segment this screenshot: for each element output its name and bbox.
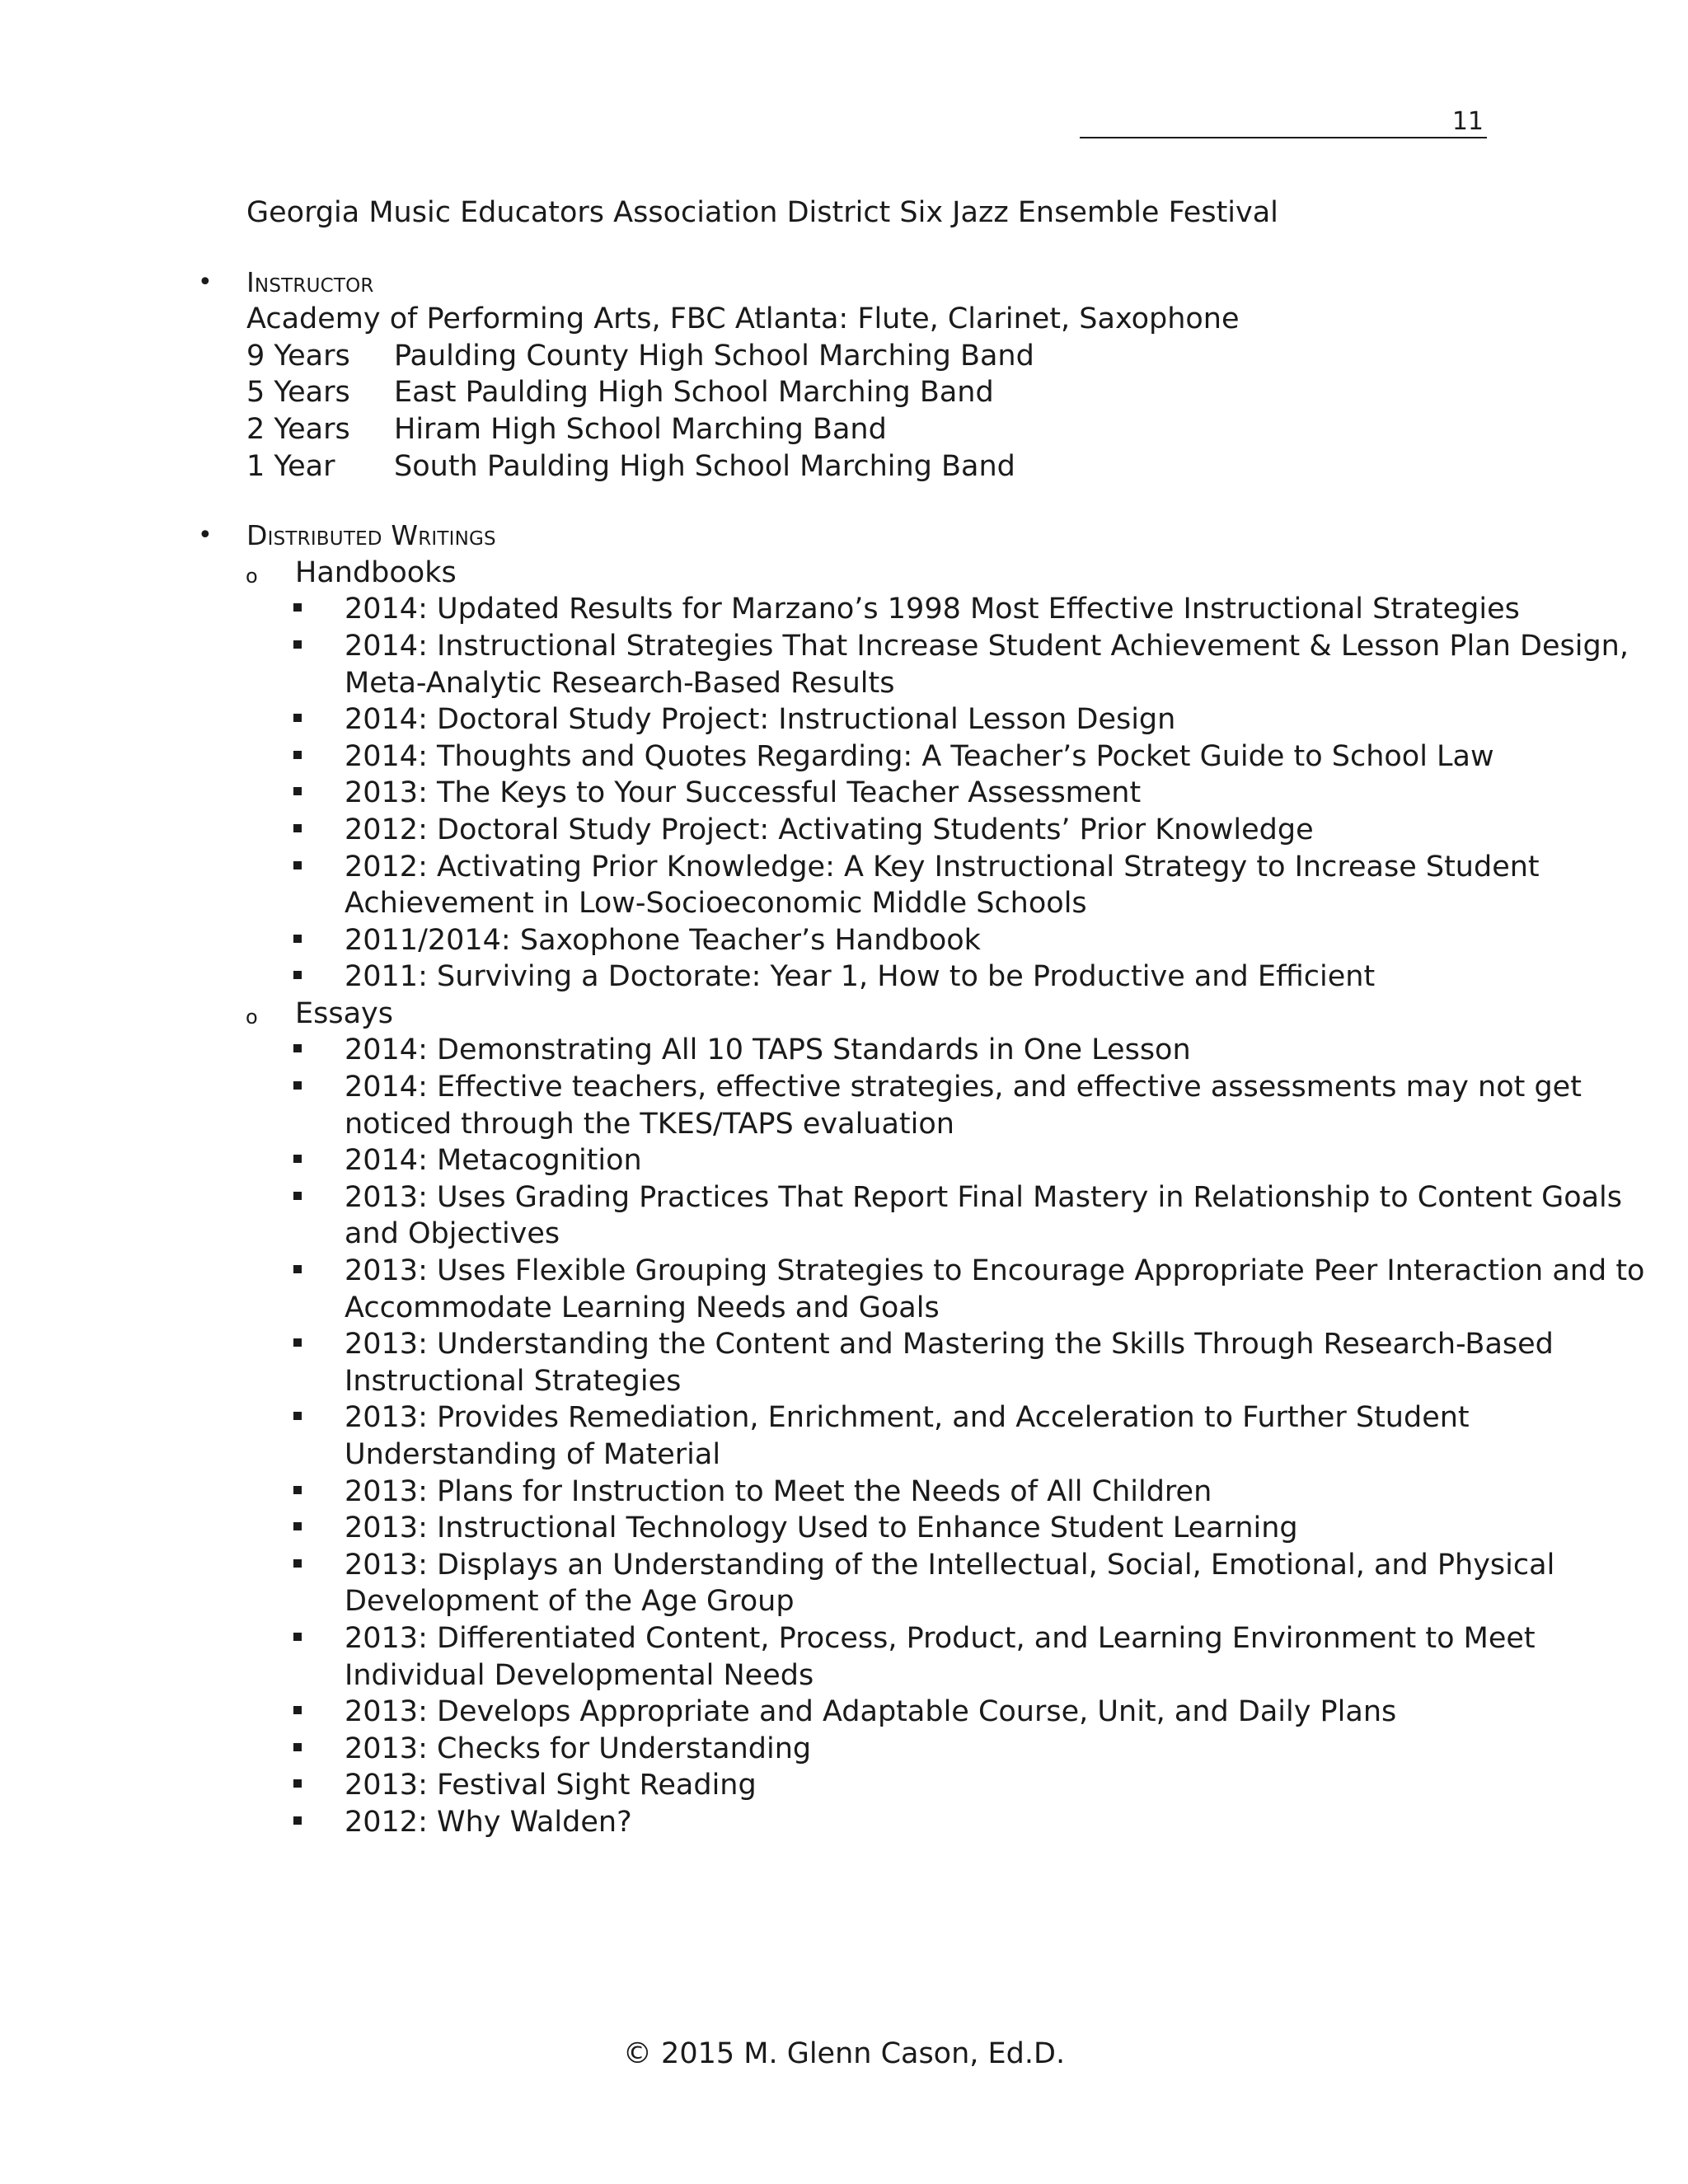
writing-item-text: Meta-Analytic Research-Based Results [345, 666, 895, 700]
writing-item [0, 1399, 1688, 1473]
writing-item [0, 1510, 1688, 1547]
circle-bullet: o [246, 1005, 258, 1029]
square-bullet [293, 861, 302, 869]
square-bullet [293, 1743, 302, 1751]
writing-item-text: Development of the Age Group [345, 1585, 795, 1619]
square-bullet [293, 1486, 302, 1494]
writings-section [0, 518, 1688, 1840]
writing-item-text: 2013: Festival Sight Reading [345, 1769, 757, 1802]
square-bullet [293, 1779, 302, 1788]
writing-item [0, 628, 1688, 701]
square-bullet [293, 751, 302, 759]
header-rule [1080, 137, 1487, 138]
square-bullet [293, 787, 302, 795]
essays-list [0, 1032, 1688, 1840]
writing-item-text: 2013: Uses Grading Practices That Report Final Mastery in Relationship to Content Goals [345, 1180, 1623, 1214]
intro-text: Georgia Music Educators Association District Six Jazz Ensemble Festival [246, 196, 1278, 229]
writing-item [0, 1731, 1688, 1768]
writing-item [0, 1547, 1688, 1620]
writing-item-text: Achievement in Low-Socioeconomic Middle Schools [345, 887, 1087, 921]
writing-item-text: 2013: Provides Remediation, Enrichment, and Acceleration to Further Student [345, 1401, 1470, 1435]
instructor-years: 1 Year [246, 449, 335, 483]
instructor-place: Paulding County High School Marching Band [394, 339, 1034, 373]
writing-item-text: Instructional Strategies [345, 1364, 682, 1398]
writing-item-text: 2012: Doctoral Study Project: Activating Students’ Prior Knowledge [345, 813, 1314, 846]
instructor-entry [0, 448, 1688, 485]
writing-item [0, 958, 1688, 996]
instructor-place: South Paulding High School Marching Band [394, 449, 1015, 483]
square-bullet [293, 1816, 302, 1825]
writing-item-text: 2014: Metacognition [345, 1144, 642, 1178]
writing-item-text: 2012: Activating Prior Knowledge: A Key Instructional Strategy to Increase Student [345, 850, 1540, 883]
writing-item-text: 2011/2014: Saxophone Teacher’s Handbook [345, 923, 981, 957]
square-bullet [293, 1081, 302, 1090]
square-bullet [293, 1338, 302, 1347]
square-bullet [293, 1559, 302, 1568]
bullet-dot: • [198, 521, 213, 551]
square-bullet [293, 1265, 302, 1273]
writing-item-text: 2014: Doctoral Study Project: Instructional Lesson Design [345, 703, 1176, 737]
page-number: 11 [1451, 107, 1484, 136]
square-bullet [293, 714, 302, 722]
instructor-years: 5 Years [246, 376, 350, 410]
writing-item [0, 1253, 1688, 1326]
writing-item-text: and Objectives [345, 1217, 560, 1251]
essays-label: Essays [295, 996, 393, 1030]
writing-item [0, 1179, 1688, 1253]
writings-heading: Distributed Writings [246, 519, 496, 552]
square-bullet [293, 1412, 302, 1420]
writing-item [0, 1804, 1688, 1841]
writing-item-text: 2014: Updated Results for Marzano’s 1998 Most Effective Instructional Strategies [345, 593, 1520, 626]
writing-item [0, 591, 1688, 628]
square-bullet [293, 1155, 302, 1163]
square-bullet [293, 1044, 302, 1052]
writing-item [0, 1142, 1688, 1179]
writing-item-text: 2013: Uses Flexible Grouping Strategies to Encourage Appropriate Peer Interaction and to [345, 1254, 1645, 1288]
writing-item-text: 2013: Understanding the Content and Mastering the Skills Through Research-Based [345, 1328, 1554, 1361]
square-bullet [293, 824, 302, 832]
writing-item-text: 2013: The Keys to Your Successful Teacher Assessment [345, 776, 1142, 810]
instructor-years: 2 Years [246, 412, 350, 446]
writing-item [0, 812, 1688, 849]
writing-item-text: 2013: Displays an Understanding of the Intellectual, Social, Emotional, and Physical [345, 1548, 1555, 1582]
square-bullet [293, 971, 302, 979]
writing-item [0, 1620, 1688, 1694]
writing-item-text: Individual Developmental Needs [345, 1658, 814, 1692]
bullet-dot: • [198, 267, 213, 297]
handbooks-label: Handbooks [295, 555, 457, 589]
square-bullet [293, 603, 302, 612]
writing-item [0, 1767, 1688, 1804]
square-bullet [293, 1633, 302, 1641]
instructor-academy: Academy of Performing Arts, FBC Atlanta: Flute, Clarinet, Saxophone [246, 302, 1240, 336]
writing-item-text: 2013: Plans for Instruction to Meet the Needs of All Children [345, 1474, 1212, 1508]
writing-item [0, 1069, 1688, 1142]
writing-item [0, 849, 1688, 922]
instructor-entry [0, 338, 1688, 375]
writing-item [0, 738, 1688, 776]
instructor-entry [0, 411, 1688, 448]
instructor-place: Hiram High School Marching Band [394, 412, 887, 446]
writing-item-text: Understanding of Material [345, 1438, 721, 1471]
writing-item [0, 775, 1688, 812]
writing-item [0, 1326, 1688, 1399]
writing-item-text: 2014: Instructional Strategies That Increase Student Achievement & Lesson Plan Design, [345, 629, 1629, 663]
handbooks-list [0, 591, 1688, 996]
page-content [0, 194, 1688, 1841]
instructor-heading: Instructor [246, 265, 374, 298]
footer-copyright: © 2015 M. Glenn Cason, Ed.D. [622, 2037, 1066, 2070]
intro-line [0, 194, 1688, 232]
writing-item [0, 922, 1688, 959]
writing-item-text: 2014: Demonstrating All 10 TAPS Standards in One Lesson [345, 1033, 1191, 1067]
instructor-section [0, 265, 1688, 485]
writing-item-text: 2014: Effective teachers, effective strategies, and effective assessments may not get [345, 1071, 1582, 1104]
writing-item-text: 2012: Why Walden? [345, 1805, 632, 1839]
writing-item-text: 2013: Checks for Understanding [345, 1732, 812, 1765]
instructor-place: East Paulding High School Marching Band [394, 376, 994, 410]
writing-item-text: Accommodate Learning Needs and Goals [345, 1291, 940, 1324]
writing-item-text: 2013: Differentiated Content, Process, Product, and Learning Environment to Meet [345, 1621, 1536, 1655]
writing-item-text: 2013: Instructional Technology Used to Enhance Student Learning [345, 1511, 1298, 1545]
writing-item [0, 1694, 1688, 1731]
circle-bullet: o [246, 564, 258, 588]
square-bullet [293, 1706, 302, 1714]
writing-item-text: 2013: Develops Appropriate and Adaptable Course, Unit, and Daily Plans [345, 1695, 1397, 1729]
writing-item-text: 2014: Thoughts and Quotes Regarding: A Teacher’s Pocket Guide to School Law [345, 739, 1494, 773]
writing-item-text: 2011: Surviving a Doctorate: Year 1, How to be Productive and Efficient [345, 960, 1376, 994]
writing-item [0, 1474, 1688, 1511]
writing-item-text: noticed through the TKES/TAPS evaluation [345, 1107, 954, 1141]
instructor-entry [0, 374, 1688, 411]
square-bullet [293, 1522, 302, 1530]
instructor-years: 9 Years [246, 339, 350, 373]
square-bullet [293, 935, 302, 943]
square-bullet [293, 1192, 302, 1200]
square-bullet [293, 640, 302, 649]
writing-item [0, 701, 1688, 738]
writing-item [0, 1032, 1688, 1069]
